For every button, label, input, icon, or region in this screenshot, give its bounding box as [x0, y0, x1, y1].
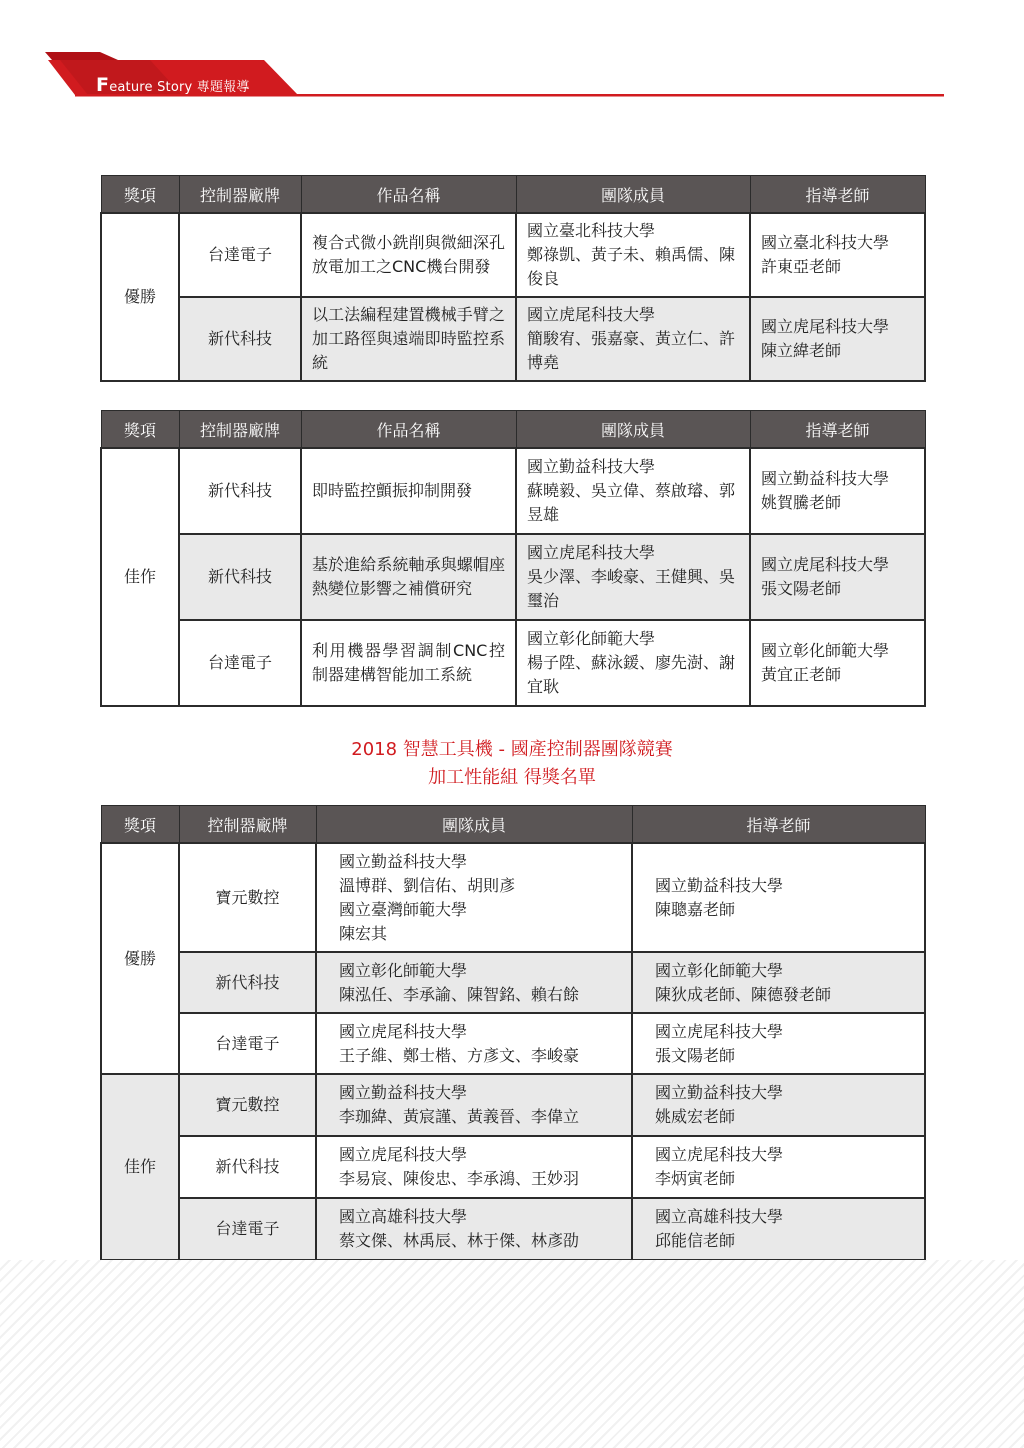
header-advisor: 指導老師 [632, 806, 925, 844]
table-row [101, 213, 925, 297]
members-cell: 國立虎尾科技大學 吳少澤、李峻豪、王健興、吳璽治 [516, 534, 750, 620]
members-cell: 國立勤益科技大學 李珈緯、黃宸謹、黃義晉、李偉立 [316, 1074, 632, 1136]
section-title-line2: 加工性能組 得獎名單 [428, 767, 596, 788]
header-title [96, 74, 250, 96]
members-cell: 國立彰化師範大學 楊子陞、蘇泳鍰、廖先澍、謝宜耿 [516, 620, 750, 706]
advisor-cell: 國立虎尾科技大學 李炳寅老師 [632, 1136, 925, 1198]
award-table-1 [100, 175, 926, 382]
work-cell: 即時監控顫振抑制開發 [301, 448, 516, 534]
advisor-cell: 國立虎尾科技大學 張文陽老師 [632, 1013, 925, 1074]
brand-cell: 新代科技 [179, 952, 316, 1013]
header-award: 獎項 [101, 806, 179, 844]
table-header-row [101, 411, 925, 449]
header-title-initial: F [96, 74, 110, 96]
header-award: 獎項 [101, 176, 179, 214]
award-cell: 優勝 [101, 213, 179, 381]
brand-cell: 新代科技 [179, 297, 301, 381]
members-cell: 國立勤益科技大學 溫博群、劉信佑、胡則彥 國立臺灣師範大學 陳宏其 [316, 843, 632, 952]
members-cell: 國立虎尾科技大學 簡駿宥、張嘉豪、黃立仁、許博堯 [516, 297, 750, 381]
members-cell: 國立虎尾科技大學 王子維、鄭士楷、方彥文、李峻豪 [316, 1013, 632, 1074]
members-cell: 國立高雄科技大學 蔡文傑、林禹辰、林于傑、林彥劭 [316, 1198, 632, 1260]
brand-cell: 新代科技 [179, 534, 301, 620]
header-advisor: 指導老師 [750, 176, 925, 214]
advisor-cell: 國立高雄科技大學 邱能信老師 [632, 1198, 925, 1260]
header-title-text: eature Story 專題報導 [109, 80, 250, 95]
brand-cell: 台達電子 [179, 213, 301, 297]
work-cell: 以工法編程建置機械手臂之加工路徑與遠端即時監控系統 [301, 297, 516, 381]
members-cell: 國立臺北科技大學 鄭祿凱、黃子未、賴禹儒、陳俊良 [516, 213, 750, 297]
header-advisor: 指導老師 [750, 411, 925, 449]
members-cell: 國立彰化師範大學 陳泓任、李承諭、陳智銘、賴右餘 [316, 952, 632, 1013]
advisor-cell: 國立勤益科技大學 姚威宏老師 [632, 1074, 925, 1136]
advisor-cell: 國立彰化師範大學 黃宜正老師 [750, 620, 925, 706]
members-cell: 國立虎尾科技大學 李易宸、陳俊忠、李承鴻、王妙羽 [316, 1136, 632, 1198]
header-members: 團隊成員 [316, 806, 632, 844]
header-members: 團隊成員 [516, 411, 750, 449]
header-work: 作品名稱 [301, 176, 516, 214]
award-table-2 [100, 410, 926, 707]
brand-cell: 寶元數控 [179, 1074, 316, 1136]
table-row [101, 1198, 925, 1260]
table-row [101, 620, 925, 706]
advisor-cell: 國立臺北科技大學 許東亞老師 [750, 213, 925, 297]
brand-cell: 台達電子 [179, 1013, 316, 1074]
award-table-3 [100, 805, 926, 1261]
award-cell: 佳作 [101, 448, 179, 706]
table-row [101, 534, 925, 620]
header-brand: 控制器廠牌 [179, 411, 301, 449]
brand-cell: 寶元數控 [179, 843, 316, 952]
section-title [0, 736, 1024, 792]
table-row [101, 1136, 925, 1198]
advisor-cell: 國立勤益科技大學 陳聰嘉老師 [632, 843, 925, 952]
advisor-cell: 國立虎尾科技大學 陳立緯老師 [750, 297, 925, 381]
table-header-row [101, 176, 925, 214]
members-cell: 國立勤益科技大學 蘇曉毅、吳立偉、蔡啟璿、郭昱雄 [516, 448, 750, 534]
header-members: 團隊成員 [516, 176, 750, 214]
work-cell: 基於進給系統軸承與螺帽座熱變位影響之補償研究 [301, 534, 516, 620]
section-title-line1: 2018 智慧工具機 - 國產控制器團隊競賽 [351, 739, 673, 760]
award-cell: 優勝 [101, 843, 179, 1074]
work-cell: 利用機器學習調制CNC控制器建構智能加工系統 [301, 620, 516, 706]
header-brand: 控制器廠牌 [179, 806, 316, 844]
brand-cell: 台達電子 [179, 620, 301, 706]
header-band [0, 0, 1024, 110]
header-award: 獎項 [101, 411, 179, 449]
brand-cell: 台達電子 [179, 1198, 316, 1260]
work-cell: 複合式微小銑削與微細深孔放電加工之CNC機台開發 [301, 213, 516, 297]
brand-cell: 新代科技 [179, 1136, 316, 1198]
advisor-cell: 國立勤益科技大學 姚賀騰老師 [750, 448, 925, 534]
table-row [101, 952, 925, 1013]
table-row [101, 448, 925, 534]
table-row [101, 1013, 925, 1074]
advisor-cell: 國立虎尾科技大學 張文陽老師 [750, 534, 925, 620]
award-cell: 佳作 [101, 1074, 179, 1260]
background-stripes [0, 1260, 1024, 1448]
table-row [101, 843, 925, 952]
advisor-cell: 國立彰化師範大學 陳狄成老師、陳德發老師 [632, 952, 925, 1013]
table-row [101, 1074, 925, 1136]
brand-cell: 新代科技 [179, 448, 301, 534]
table-header-row [101, 806, 925, 844]
table-row [101, 297, 925, 381]
header-brand: 控制器廠牌 [179, 176, 301, 214]
header-work: 作品名稱 [301, 411, 516, 449]
